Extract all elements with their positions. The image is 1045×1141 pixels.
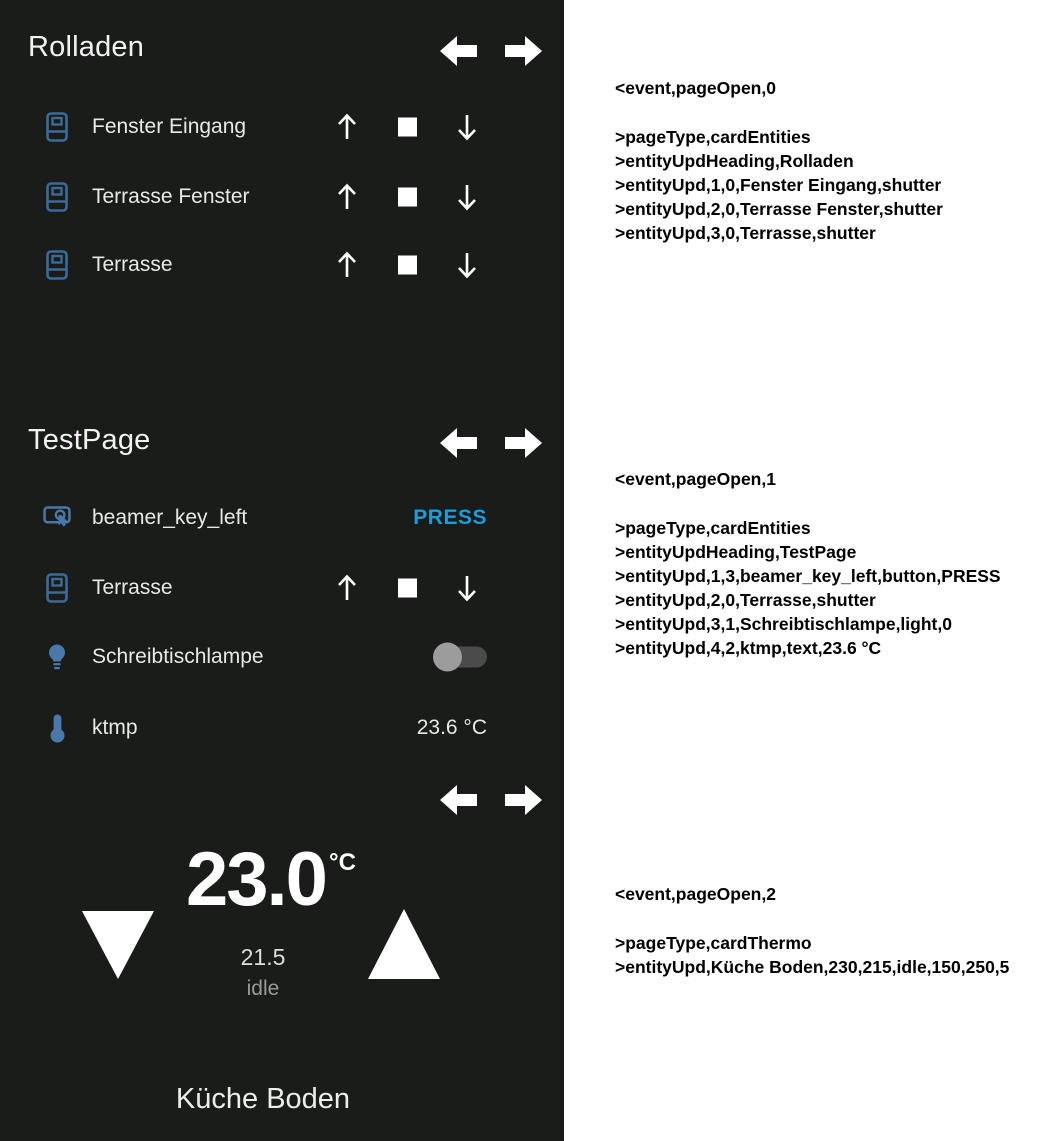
- protocol-line: >pageType,cardEntities: [615, 127, 811, 147]
- shutter-up-button[interactable]: [335, 181, 359, 213]
- temperature-unit: °C: [329, 849, 356, 876]
- target-temperature: 21.5: [240, 944, 286, 970]
- triangle-up-icon: [368, 909, 440, 979]
- shutter-up-button[interactable]: [335, 111, 359, 143]
- thermostat-title: Küche Boden: [175, 1083, 351, 1115]
- arrow-right-icon: [505, 785, 542, 815]
- thermometer-icon: [43, 713, 71, 743]
- arrow-down-icon: [456, 112, 478, 142]
- stop-square-icon: [398, 118, 417, 137]
- nav-next-button[interactable]: [505, 36, 542, 66]
- arrow-left-icon: [440, 785, 477, 815]
- protocol-block-page2: [615, 882, 1043, 979]
- shutter-stop-button[interactable]: [397, 578, 418, 599]
- triangle-down-icon: [82, 911, 154, 979]
- stop-square-icon: [398, 256, 417, 275]
- card-heading-testpage: TestPage: [28, 424, 151, 456]
- arrow-up-icon: [336, 182, 358, 212]
- entity-label: Terrasse: [92, 576, 173, 599]
- temp-increase-button[interactable]: [368, 909, 440, 979]
- shutter-stop-button[interactable]: [397, 117, 418, 138]
- entity-row: [0, 240, 564, 290]
- window-shutter-icon: [43, 112, 71, 142]
- protocol-block-page0: [615, 76, 1043, 245]
- shutter-up-button[interactable]: [335, 572, 359, 604]
- press-button[interactable]: PRESS: [413, 506, 487, 529]
- entity-label: Fenster Eingang: [92, 115, 247, 138]
- entity-label: Terrasse Fenster: [92, 185, 250, 208]
- arrow-down-icon: [456, 250, 478, 280]
- light-toggle-off[interactable]: [433, 643, 487, 672]
- entity-row: [0, 703, 564, 753]
- protocol-line: >entityUpd,1,3,beamer_key_left,button,PRESS: [615, 566, 1001, 586]
- protocol-line: >entityUpd,3,0,Terrasse,shutter: [615, 223, 876, 243]
- shutter-down-button[interactable]: [455, 572, 479, 604]
- entity-row: [0, 102, 564, 152]
- protocol-line: >entityUpd,2,0,Terrasse,shutter: [615, 590, 876, 610]
- nav-prev-button[interactable]: [440, 36, 477, 66]
- protocol-event-line: <event,pageOpen,0: [615, 78, 776, 98]
- entity-label: beamer_key_left: [92, 506, 248, 529]
- nav-prev-button[interactable]: [440, 428, 477, 458]
- nav-next-button[interactable]: [505, 785, 542, 815]
- shutter-stop-button[interactable]: [397, 187, 418, 208]
- protocol-line: >entityUpd,1,0,Fenster Eingang,shutter: [615, 175, 942, 195]
- entity-label: Schreibtischlampe: [92, 645, 264, 668]
- stop-square-icon: [398, 579, 417, 598]
- protocol-line: >entityUpd,Küche Boden,230,215,idle,150,250,5: [615, 957, 1010, 977]
- protocol-event-line: <event,pageOpen,1: [615, 469, 776, 489]
- gesture-tap-button-icon: [43, 501, 71, 535]
- arrow-up-icon: [336, 250, 358, 280]
- current-temperature: 23.0: [186, 837, 326, 922]
- protocol-event-line: <event,pageOpen,2: [615, 884, 776, 904]
- toggle-knob: [433, 643, 462, 672]
- shutter-up-button[interactable]: [335, 249, 359, 281]
- protocol-line: >entityUpdHeading,Rolladen: [615, 151, 854, 171]
- shutter-down-button[interactable]: [455, 181, 479, 213]
- entity-row: [0, 563, 564, 613]
- arrow-right-icon: [505, 428, 542, 458]
- entity-label: ktmp: [92, 716, 138, 739]
- window-shutter-icon: [43, 250, 71, 280]
- nav-prev-button[interactable]: [440, 785, 477, 815]
- arrow-right-icon: [505, 36, 542, 66]
- protocol-line: >pageType,cardEntities: [615, 518, 811, 538]
- sensor-value: 23.6 °C: [416, 716, 487, 739]
- entity-row: [0, 632, 564, 682]
- temp-decrease-button[interactable]: [82, 911, 154, 979]
- stop-square-icon: [398, 188, 417, 207]
- hvac-status: idle: [246, 977, 280, 1000]
- protocol-line: >pageType,cardThermo: [615, 933, 812, 953]
- arrow-left-icon: [440, 36, 477, 66]
- lightbulb-icon: [43, 644, 71, 671]
- protocol-line: >entityUpd,3,1,Schreibtischlampe,light,0: [615, 614, 952, 634]
- protocol-line: >entityUpd,4,2,ktmp,text,23.6 °C: [615, 638, 882, 658]
- protocol-line: >entityUpd,2,0,Terrasse Fenster,shutter: [615, 199, 943, 219]
- arrow-left-icon: [440, 428, 477, 458]
- window-shutter-icon: [43, 573, 71, 603]
- protocol-block-page1: [615, 467, 1043, 660]
- entity-row: [0, 172, 564, 222]
- window-shutter-icon: [43, 182, 71, 212]
- shutter-stop-button[interactable]: [397, 255, 418, 276]
- arrow-up-icon: [336, 112, 358, 142]
- entity-row: [0, 493, 564, 543]
- shutter-down-button[interactable]: [455, 249, 479, 281]
- nav-next-button[interactable]: [505, 428, 542, 458]
- arrow-up-icon: [336, 573, 358, 603]
- arrow-down-icon: [456, 182, 478, 212]
- shutter-down-button[interactable]: [455, 111, 479, 143]
- card-heading-rolladen: Rolladen: [28, 31, 145, 63]
- arrow-down-icon: [456, 573, 478, 603]
- entity-label: Terrasse: [92, 253, 173, 276]
- protocol-line: >entityUpdHeading,TestPage: [615, 542, 857, 562]
